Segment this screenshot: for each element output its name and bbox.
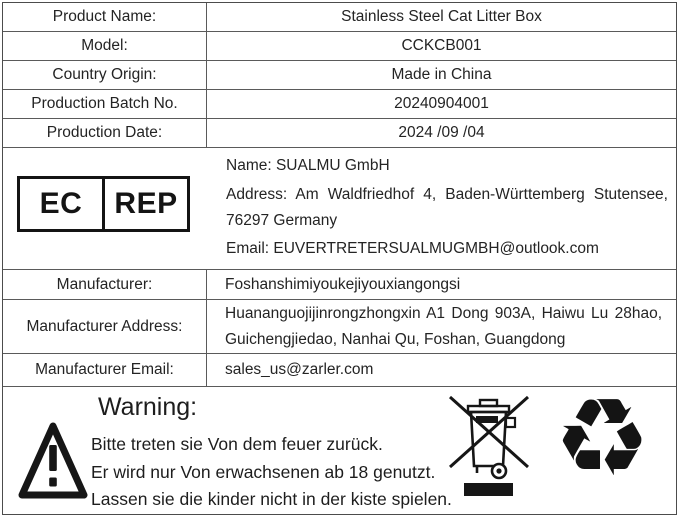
- warning-line: Bitte treten sie Von dem feuer zurück.: [91, 434, 383, 454]
- table-row-product-name: [3, 3, 676, 32]
- rep-badge-label: REP: [102, 179, 187, 229]
- row-value: Stainless Steel Cat Litter Box: [341, 8, 542, 25]
- product-label-table: [2, 2, 677, 515]
- warning-title: Warning:: [98, 393, 198, 421]
- row-label: Production Date:: [3, 119, 207, 147]
- table-row-manufacturer-address: [3, 300, 676, 354]
- ec-rep-address: Address: Am Waldfriedhof 4, Baden-Württemberg Stutensee, 76297 Germany: [226, 185, 668, 229]
- ec-rep-row: [3, 148, 676, 270]
- table-row-production-date: [3, 119, 676, 148]
- ec-rep-badge: [17, 176, 190, 232]
- ec-badge-label: EC: [39, 187, 83, 220]
- row-value: 20240904001: [394, 95, 489, 112]
- row-label: Model:: [3, 32, 207, 60]
- row-label: Manufacturer Email:: [3, 354, 207, 386]
- row-value: Foshanshimiyoukejiyouxiangongsi: [225, 275, 461, 293]
- row-label: Production Batch No.: [3, 90, 207, 118]
- table-row-country-origin: [3, 61, 676, 90]
- warning-line: Er wird nur Von erwachsenen ab 18 genutzt.: [91, 461, 436, 482]
- row-label: Manufacturer:: [3, 270, 207, 299]
- row-label: Manufacturer Address:: [3, 300, 207, 353]
- row-value: Huananguojijinrongzhongxin A1 Dong 903A, Haiwu Lu 28hao, Guichengjiedao, Nanhai Qu, Foshan, Guangdong: [225, 304, 662, 348]
- ec-rep-name: Name: SUALMU GmbH: [226, 157, 390, 174]
- row-value: CCKCB001: [401, 37, 482, 54]
- row-value: Made in China: [391, 66, 492, 83]
- warning-text: [91, 431, 452, 514]
- row-label: Country Origin:: [3, 61, 207, 89]
- row-value: 2024 /09 /04: [398, 124, 485, 141]
- table-row-model: [3, 32, 676, 61]
- ec-rep-details: [226, 148, 668, 269]
- warning-line: Lassen sie die kinder nicht in der kiste spielen.: [91, 489, 452, 509]
- weee-bin-icon: [447, 394, 531, 503]
- row-value: sales_us@zarler.com: [225, 361, 374, 378]
- table-row-production-batch: [3, 90, 676, 119]
- ec-rep-email: Email: EUVERTRETERSUALMUGMBH@outlook.com: [226, 240, 599, 257]
- recycle-icon: ♻: [553, 376, 651, 501]
- table-row-manufacturer: [3, 270, 676, 300]
- row-label: Product Name:: [3, 3, 207, 31]
- warning-section: [3, 376, 676, 514]
- warning-triangle-icon: [18, 420, 88, 507]
